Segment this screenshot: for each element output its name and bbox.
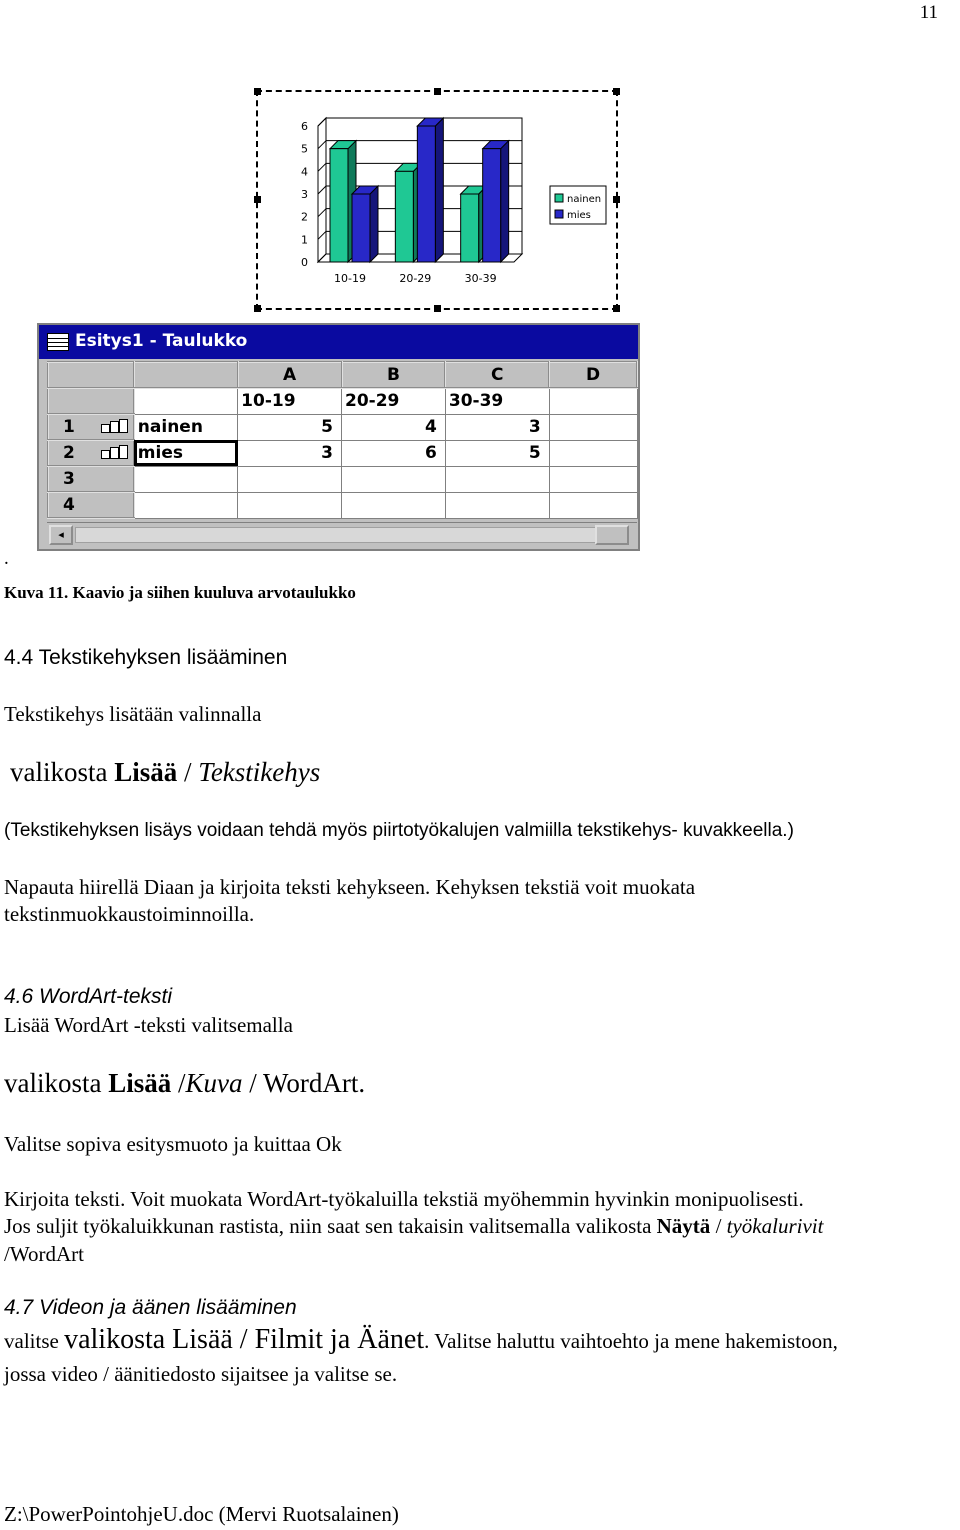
paragraph: /WordArt xyxy=(4,1242,84,1266)
text-italic: työkalurivit xyxy=(726,1214,824,1238)
menu-text: valikosta xyxy=(4,1068,109,1098)
page-footer: Z:\PowerPointohjeU.doc (Mervi Ruotsalainen) xyxy=(4,1502,399,1526)
paragraph: (Tekstikehyksen lisäys voidaan tehdä myös piirtotyökalujen valmiilla tekstikehys- kuvakkeella.) xyxy=(4,820,794,841)
text-large: valikosta Lisää / Filmit ja Äänet xyxy=(64,1324,425,1355)
grid-cell[interactable]: 4 xyxy=(342,414,446,440)
menu-text-italic: Tekstikehys xyxy=(198,757,321,787)
grid-cell[interactable]: 3 xyxy=(445,414,549,440)
bar xyxy=(483,149,501,262)
paragraph: jossa video / äänitiedosto sijaitsee ja valitse se. xyxy=(4,1362,398,1386)
menu-path xyxy=(4,1068,365,1099)
heading-4-6: 4.6 WordArt-teksti xyxy=(4,985,173,1008)
text: / xyxy=(710,1214,727,1238)
grid-cell[interactable]: nainen xyxy=(134,414,238,440)
row-header[interactable] xyxy=(48,440,134,466)
grid-cell[interactable] xyxy=(238,492,342,518)
horizontal-scrollbar[interactable] xyxy=(47,522,637,545)
x-tick-label: 10-19 xyxy=(334,272,366,285)
legend-label: nainen xyxy=(567,194,602,205)
scroll-left-arrow[interactable]: ◂ xyxy=(49,525,73,545)
menu-path xyxy=(10,757,320,788)
legend-swatch xyxy=(555,194,563,202)
text-bold: Näytä xyxy=(656,1214,711,1238)
figure-caption: Kuva 11. Kaavio ja siihen kuuluva arvotaulukko xyxy=(4,583,356,602)
row-header[interactable]: 3 xyxy=(48,466,134,492)
menu-text-bold: Lisää xyxy=(114,757,178,787)
grid-cell[interactable]: 10-19 xyxy=(238,388,342,414)
paragraph: Lisää WordArt -teksti valitsemalla xyxy=(4,1013,293,1037)
grid-cell[interactable] xyxy=(549,466,637,492)
menu-text: / xyxy=(177,757,199,787)
grid-cell[interactable] xyxy=(342,466,446,492)
series-bar-icon xyxy=(101,446,127,459)
y-tick-label: 1 xyxy=(301,233,308,247)
menu-text-italic: Kuva xyxy=(185,1068,243,1098)
grid-cell[interactable]: 5 xyxy=(445,440,549,466)
paragraph: Napauta hiirellä Diaan ja kirjoita teksti kehykseen. Kehyksen tekstiä voit muokata xyxy=(4,875,696,899)
row-header[interactable]: 4 xyxy=(48,492,134,518)
legend-label: mies xyxy=(567,210,591,221)
paragraph: Tekstikehys lisätään valinnalla xyxy=(4,702,262,726)
series-bar-icon xyxy=(101,420,127,433)
grid-cell[interactable] xyxy=(549,414,637,440)
row-header[interactable] xyxy=(48,414,134,440)
grid-cell[interactable] xyxy=(549,492,637,518)
row-header[interactable] xyxy=(48,388,134,414)
bar xyxy=(395,171,413,262)
legend-swatch xyxy=(555,210,563,218)
bar xyxy=(417,126,435,262)
datasheet-window xyxy=(37,323,640,551)
grid-cell-selected[interactable]: mies xyxy=(134,440,238,466)
menu-text: / xyxy=(171,1068,186,1098)
grid-cell[interactable]: 5 xyxy=(238,414,342,440)
menu-text: valikosta xyxy=(10,757,115,787)
datasheet-grid xyxy=(47,361,638,519)
grid-cell[interactable] xyxy=(134,388,238,414)
bar-side xyxy=(370,186,378,262)
y-tick-label: 0 xyxy=(301,256,308,269)
bar xyxy=(352,194,370,262)
heading-4-4: 4.4 Tekstikehyksen lisääminen xyxy=(4,646,288,669)
column-header[interactable]: D xyxy=(549,362,637,388)
paragraph xyxy=(4,1324,838,1356)
row-number: 2 xyxy=(63,443,75,463)
grid-cell[interactable] xyxy=(445,466,549,492)
grid-cell[interactable] xyxy=(134,492,238,518)
y-tick-label: 6 xyxy=(301,120,308,133)
paragraph: Valitse sopiva esitysmuoto ja kuittaa Ok xyxy=(4,1132,342,1156)
scroll-track[interactable] xyxy=(75,527,597,543)
y-tick-label: 2 xyxy=(301,210,308,224)
bar xyxy=(330,149,348,262)
datasheet-titlebar[interactable] xyxy=(39,325,638,359)
stray-dot: . xyxy=(4,548,9,569)
column-header[interactable]: B xyxy=(342,362,446,388)
chart-frame[interactable] xyxy=(256,90,618,310)
menu-text-bold: Lisää xyxy=(108,1068,172,1098)
y-tick-label: 3 xyxy=(301,188,308,201)
grid-cell[interactable] xyxy=(549,440,637,466)
grid-cell[interactable] xyxy=(549,388,637,414)
column-header[interactable]: C xyxy=(445,362,549,388)
page-number: 11 xyxy=(919,2,938,23)
text: Jos suljit työkaluikkunan rastista, niin saat sen takaisin valitsemalla valikosta xyxy=(4,1214,657,1238)
bar-side xyxy=(435,118,443,262)
scroll-thumb[interactable] xyxy=(595,525,629,545)
bar-chart xyxy=(258,92,616,308)
menu-text: / WordArt. xyxy=(242,1068,366,1098)
x-tick-label: 20-29 xyxy=(399,272,432,285)
grid-cell[interactable]: 3 xyxy=(238,440,342,466)
y-tick-label: 4 xyxy=(301,165,308,179)
grid-cell[interactable]: 6 xyxy=(342,440,446,466)
column-header[interactable]: A xyxy=(238,362,342,388)
cell-header[interactable] xyxy=(134,362,238,388)
grid-cell[interactable] xyxy=(445,492,549,518)
paragraph xyxy=(4,1214,823,1239)
bar-side xyxy=(501,141,509,262)
text: valitse xyxy=(4,1329,65,1353)
grid-cell[interactable] xyxy=(238,466,342,492)
grid-cell[interactable]: 20-29 xyxy=(342,388,446,414)
grid-cell[interactable] xyxy=(134,466,238,492)
grid-cell[interactable] xyxy=(342,492,446,518)
paragraph: Kirjoita teksti. Voit muokata WordArt-työkaluilla tekstiä myöhemmin hyvinkin monipuolisesti. xyxy=(4,1187,804,1211)
y-tick-label: 5 xyxy=(301,142,308,156)
bar xyxy=(461,194,479,262)
grid-icon xyxy=(47,333,69,351)
grid-cell[interactable]: 30-39 xyxy=(445,388,549,414)
corner-cell[interactable] xyxy=(48,362,134,388)
text: . Valitse haluttu vaihtoehto ja mene hakemistoon, xyxy=(424,1329,838,1353)
row-number: 1 xyxy=(63,417,75,437)
datasheet-title: Esitys1 - Taulukko xyxy=(75,331,248,351)
x-tick-label: 30-39 xyxy=(464,272,497,285)
paragraph: tekstinmuokkaustoiminnoilla. xyxy=(4,902,255,926)
heading-4-7: 4.7 Videon ja äänen lisääminen xyxy=(4,1296,297,1319)
